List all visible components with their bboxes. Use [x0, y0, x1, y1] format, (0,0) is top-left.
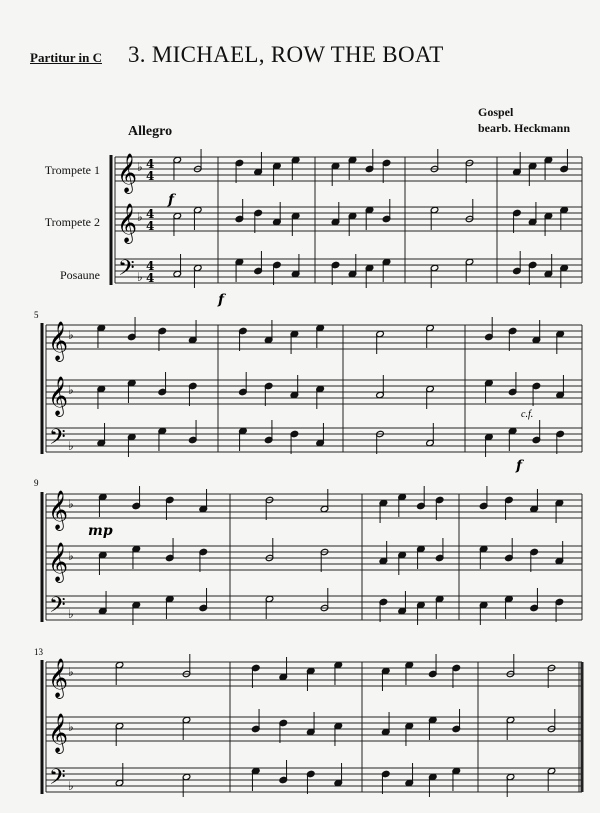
flat-icon: ♭ — [68, 779, 74, 793]
flat-icon: ♭ — [68, 549, 74, 563]
flat-icon: ♭ — [68, 720, 74, 734]
instrument-label-trompete-2: Trompete 2 — [44, 215, 100, 229]
flat-icon: ♭ — [68, 497, 74, 511]
bass-clef-icon: 𝄢 — [118, 256, 135, 286]
dynamic-f-posaune: f — [218, 292, 225, 308]
annotation-cf: c.f. — [521, 409, 534, 420]
treble-clef-icon: 𝄞 — [117, 153, 138, 193]
bass-clef-icon: 𝄢 — [49, 593, 66, 623]
instrument-label-posaune: Posaune — [60, 268, 100, 282]
bass-clef-icon: 𝄢 — [49, 425, 66, 455]
time-signature: 4 — [146, 219, 155, 233]
treble-clef-icon: 𝄞 — [48, 713, 69, 753]
flat-icon: ♭ — [137, 270, 143, 284]
treble-clef-icon: 𝄞 — [48, 376, 69, 416]
instrument-label-trompete-1: Trompete 1 — [44, 163, 100, 177]
treble-clef-icon: 𝄞 — [48, 542, 69, 582]
treble-clef-icon: 𝄞 — [117, 203, 138, 243]
dynamic-f-system2: f — [516, 458, 523, 474]
treble-clef-icon: 𝄞 — [48, 658, 69, 698]
dynamic-f-trompete: f — [168, 192, 175, 208]
bass-clef-icon: 𝄢 — [49, 765, 66, 795]
tempo-marking: Allegro — [128, 124, 173, 139]
flat-icon: ♭ — [68, 665, 74, 679]
flat-icon: ♭ — [68, 439, 74, 453]
treble-clef-icon: 𝄞 — [48, 490, 69, 530]
dynamic-mp: mp — [88, 523, 113, 539]
treble-clef-icon: 𝄞 — [48, 321, 69, 361]
measure-number-5: 5 — [34, 310, 39, 320]
credit-arranger: bearb. Heckmann — [478, 121, 571, 135]
time-signature: 4 — [146, 259, 155, 273]
systems-group — [42, 149, 582, 797]
measure-number-9: 9 — [34, 478, 39, 488]
measure-number-13: 13 — [34, 647, 43, 657]
flat-icon: ♭ — [137, 160, 143, 174]
time-signature: 4 — [146, 207, 155, 221]
flat-icon: ♭ — [68, 328, 74, 342]
credit-genre: Gospel — [478, 105, 514, 119]
time-signature: 4 — [146, 271, 155, 285]
page-title: 3. MICHAEL, ROW THE BOAT — [128, 42, 444, 67]
score-label: Partitur in C — [30, 50, 102, 65]
flat-icon: ♭ — [137, 210, 143, 224]
flat-icon: ♭ — [68, 607, 74, 621]
flat-icon: ♭ — [68, 383, 74, 397]
time-signature: 4 — [146, 169, 155, 183]
time-signature: 4 — [146, 157, 155, 171]
